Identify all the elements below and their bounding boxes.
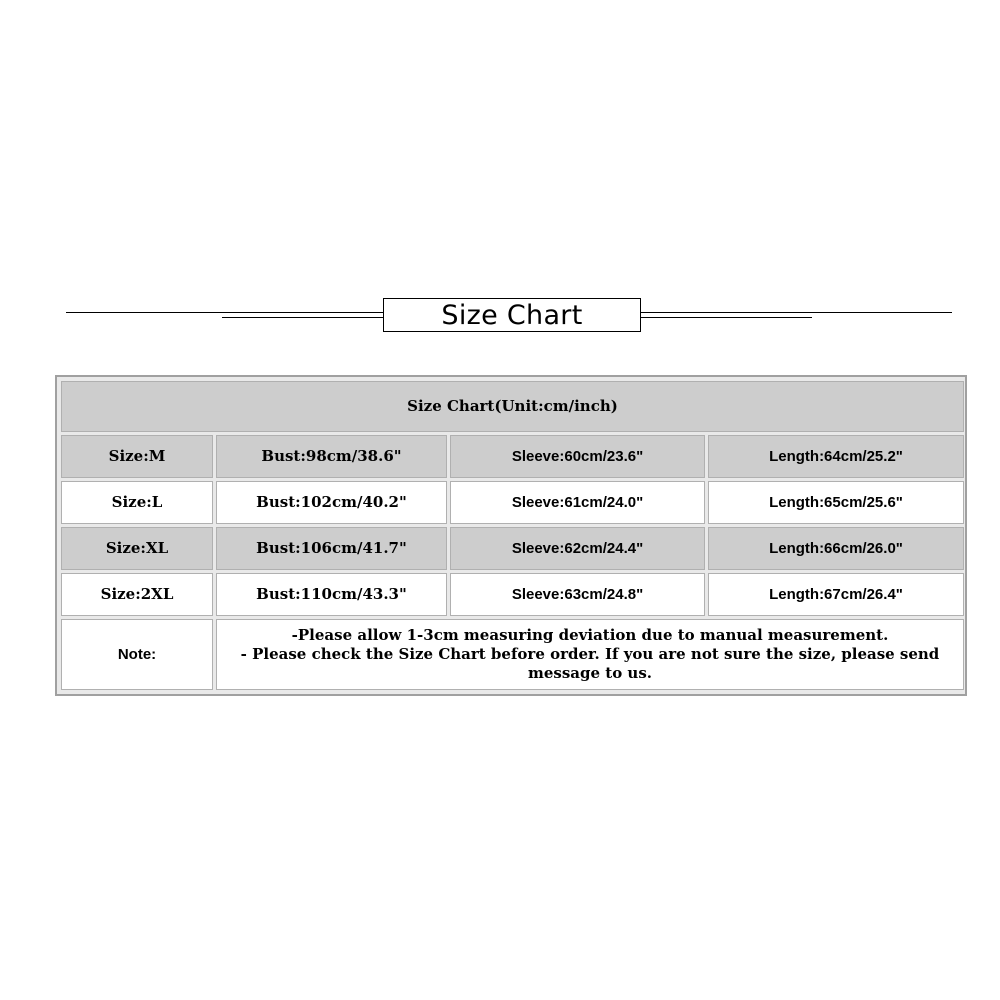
table-row	[61, 435, 964, 478]
bust-cell: Bust:110cm/43.3"	[216, 573, 447, 616]
size-cell: Size:L	[61, 481, 213, 524]
banner-line-left	[66, 312, 384, 313]
table-header: Size Chart(Unit:cm/inch)	[61, 381, 964, 432]
bust-cell: Bust:98cm/38.6"	[216, 435, 447, 478]
banner-line-left-inner	[222, 317, 384, 318]
banner-line-right-inner	[640, 317, 812, 318]
banner-line-right	[640, 312, 952, 313]
table-row	[61, 481, 964, 524]
bust-cell: Bust:102cm/40.2"	[216, 481, 447, 524]
table-header-row	[61, 381, 964, 432]
length-cell: Length:67cm/26.4"	[708, 573, 964, 616]
note-line-2: - Please check the Size Chart before order. If you are not sure the size, please send message to us.	[240, 644, 940, 682]
sleeve-cell: Sleeve:62cm/24.4"	[450, 527, 705, 570]
bust-cell: Bust:106cm/41.7"	[216, 527, 447, 570]
table-row	[61, 527, 964, 570]
banner-title: Size Chart	[383, 298, 641, 332]
size-table	[58, 378, 967, 693]
note-label: Note:	[61, 619, 213, 690]
size-table-frame	[55, 375, 967, 696]
note-text	[216, 619, 964, 690]
note-row	[61, 619, 964, 690]
sleeve-cell: Sleeve:63cm/24.8"	[450, 573, 705, 616]
sleeve-cell: Sleeve:61cm/24.0"	[450, 481, 705, 524]
size-cell: Size:M	[61, 435, 213, 478]
size-chart-banner	[0, 290, 1000, 340]
length-cell: Length:65cm/25.6"	[708, 481, 964, 524]
length-cell: Length:66cm/26.0"	[708, 527, 964, 570]
table-row	[61, 573, 964, 616]
size-cell: Size:2XL	[61, 573, 213, 616]
size-cell: Size:XL	[61, 527, 213, 570]
note-line-1: -Please allow 1-3cm measuring deviation due to manual measurement.	[291, 625, 889, 644]
length-cell: Length:64cm/25.2"	[708, 435, 964, 478]
sleeve-cell: Sleeve:60cm/23.6"	[450, 435, 705, 478]
